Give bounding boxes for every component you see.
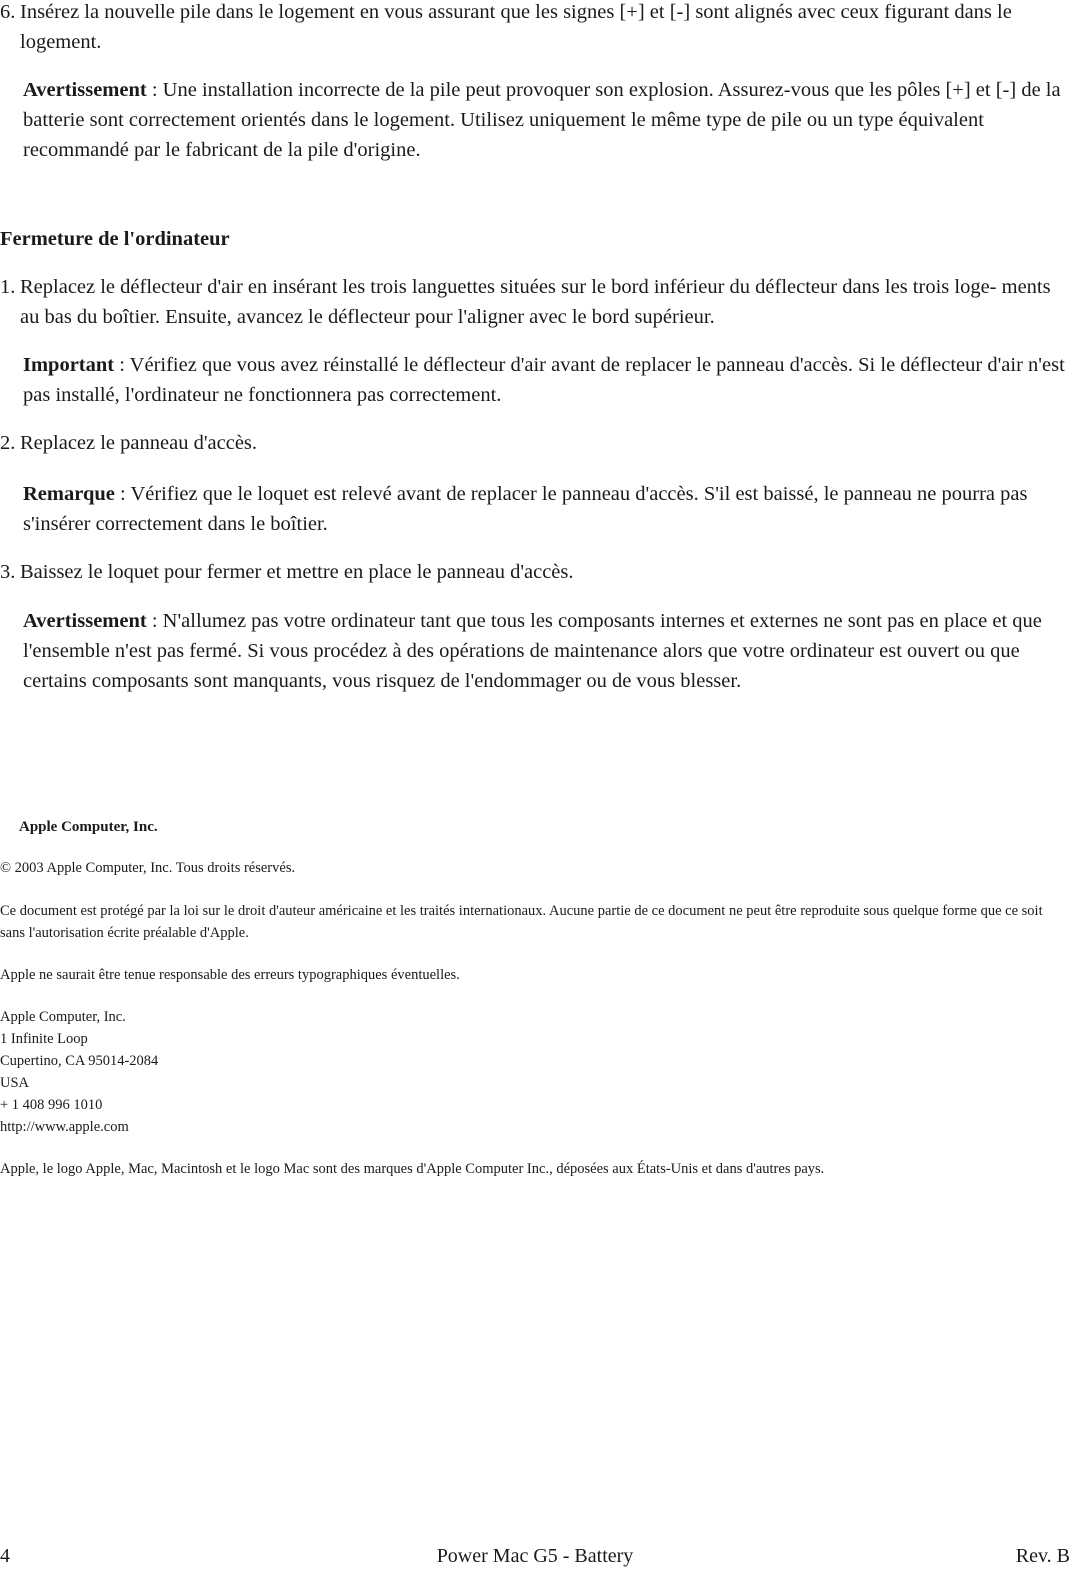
note-text: : Une installation incorrecte de la pile peut provoquer son explosion. Assurez-vous que les pôles [+] et [-] de la batterie sont correctement orientés dans le logement. Utilisez uniquement le même type de pile ou un type équivalent recommandé par le fabricant de la pile d'origine. — [23, 79, 1061, 161]
address-line: + 1 408 996 1010 — [0, 1097, 103, 1113]
address-line: USA — [0, 1075, 30, 1091]
note-text: : Vérifiez que le loquet est relevé avant de replacer le panneau d'accès. S'il est baissé, le panneau ne pourra pas s'insérer correctement dans le boîtier. — [23, 483, 1028, 535]
step-number: 2. — [0, 432, 16, 454]
footer-title: Power Mac G5 - Battery — [436, 1545, 634, 1567]
address-line: 1 Infinite Loop — [0, 1031, 88, 1047]
page-footer — [0, 1543, 1070, 1569]
address-line: Cupertino, CA 95014-2084 — [0, 1053, 159, 1069]
section-heading: Fermeture de l'ordinateur — [0, 228, 230, 250]
note-text: : Vérifiez que vous avez réinstallé le déflecteur d'air avant de replacer le panneau d'accès. Si le déflecteur d'air n'est pas installé, l'ordinateur ne fonctionnera pas correctement. — [23, 354, 1065, 406]
step-text: Baissez le loquet pour fermer et mettre en place le panneau d'accès. — [20, 561, 574, 583]
step-1 — [0, 272, 1070, 332]
legal-address — [0, 1006, 158, 1138]
note-remarque — [23, 479, 1073, 539]
step-number: 6. — [0, 1, 16, 23]
footer-page-number: 4 — [0, 1545, 10, 1567]
warning-battery — [23, 75, 1073, 165]
address-line: Apple Computer, Inc. — [0, 1009, 126, 1025]
legal-protection: Ce document est protégé par la loi sur le droit d'auteur américaine et les traités internationaux. Aucune partie de ce document ne peut être reproduite sous quelque forme que ce soit sans l'autorisation écrite préalable d'Apple. — [0, 903, 1043, 941]
step-6 — [0, 0, 1070, 57]
note-label: Important — [23, 354, 115, 376]
step-3 — [0, 557, 1070, 587]
footer-revision: Rev. B — [1015, 1545, 1070, 1567]
legal-company-title: Apple Computer, Inc. — [19, 819, 158, 835]
step-number: 1. — [0, 276, 16, 298]
step-text: Insérez la nouvelle pile dans le logement en vous assurant que les signes [+] et [-] sont alignés avec ceux figurant dans le logement. — [20, 1, 1012, 53]
note-label: Avertissement — [23, 610, 147, 632]
step-2 — [0, 428, 1070, 458]
step-number: 3. — [0, 561, 16, 583]
address-link[interactable]: http://www.apple.com — [0, 1119, 129, 1135]
warning-closing — [23, 606, 1073, 696]
note-label: Avertissement — [23, 79, 147, 101]
note-text: : N'allumez pas votre ordinateur tant que tous les composants internes et externes ne sont pas en place et que l'ensemble n'est pas fermé. Si vous procédez à des opérations de maintenance alors que votre ordinateur est ouvert ou que certains composants sont manquants, vous risquez de l'endommager ou de vous blesser. — [23, 610, 1042, 692]
note-important — [23, 350, 1073, 410]
legal-liability: Apple ne saurait être tenue responsable des erreurs typographiques éventuelles. — [0, 967, 460, 983]
step-text: Replacez le déflecteur d'air en insérant les trois languettes situées sur le bord inférieur du déflecteur dans les trois loge- ments au bas du boîtier. Ensuite, avancez le déflecteur pour l'aligner avec le bord supérieur. — [20, 276, 1051, 328]
legal-copyright: © 2003 Apple Computer, Inc. Tous droits réservés. — [0, 860, 296, 876]
note-label: Remarque — [23, 483, 115, 505]
step-text: Replacez le panneau d'accès. — [20, 432, 258, 454]
legal-trademarks: Apple, le logo Apple, Mac, Macintosh et le logo Mac sont des marques d'Apple Computer Inc., déposées aux États-Unis et dans d'autres pays. — [0, 1161, 825, 1177]
